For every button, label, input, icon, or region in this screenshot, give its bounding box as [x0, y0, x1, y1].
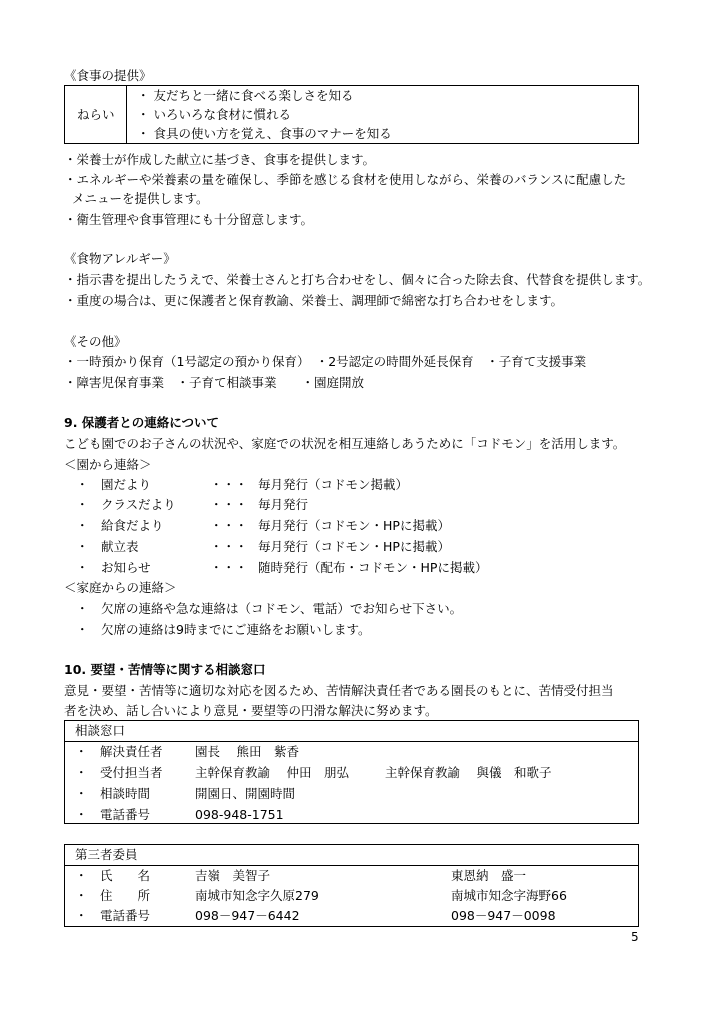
window-row-value: 主幹保育教諭 仲田 朋弘	[195, 765, 349, 780]
window-row-label: ・ 相談時間	[75, 786, 151, 801]
contact-heading: 9. 保護者との連絡について	[64, 415, 220, 430]
allergy-note: ・重度の場合は、更に保護者と保育教諭、栄養士、調理師で綿密な打ち合わせをします。	[64, 293, 564, 308]
third-party-row-value: 吉嶺 美智子	[195, 868, 271, 883]
from-school-dots: ・・・	[210, 539, 248, 554]
other-heading: 《その他》	[64, 334, 127, 349]
meal-aim-item: ・ 食具の使い方を覚え、食事のマナーを知る	[137, 126, 392, 141]
from-home-item: ・ 欠席の連絡や急な連絡は（コドモン、電話）でお知らせ下さい。	[76, 601, 463, 616]
meal-note: ・衛生管理や食事管理にも十分留意します。	[64, 212, 314, 227]
other-line: ・一時預かり保育（1号認定の預かり保育） ・2号認定の時間外延長保育 ・子育て支援事業	[64, 354, 587, 369]
meal-aims-table	[64, 85, 639, 144]
from-school-dots: ・・・	[210, 477, 248, 492]
from-school-dots: ・・・	[210, 518, 248, 533]
consultation-window-title: 相談窓口	[75, 723, 126, 738]
window-row-value-2: 主幹保育教諭 與儀 和歌子	[385, 765, 552, 780]
window-row-value: 098-948-1751	[195, 807, 284, 822]
allergy-note: ・指示書を提出したうえで、栄養士さんと打ち合わせをし、個々に合った除去食、代替食を提供します。	[64, 272, 651, 287]
third-party-row-value-2: 098－947－0098	[451, 908, 556, 923]
third-party-row-value-2: 南城市知念字海野66	[451, 888, 567, 903]
meal-heading: 《食事の提供》	[64, 68, 152, 83]
from-school-name: ・ 献立表	[76, 539, 139, 554]
from-school-desc: 毎月発行	[258, 497, 309, 512]
third-party-row-label: ・ 氏 名	[75, 868, 151, 883]
meal-aim-item: ・ いろいろな食材に慣れる	[137, 107, 291, 122]
meal-note: ・栄養士が作成した献立に基づき、食事を提供します。	[64, 152, 376, 167]
from-school-name: ・ 給食だより	[76, 518, 164, 533]
other-line: ・障害児保育事業 ・子育て相談事業 ・園庭開放	[64, 375, 365, 390]
from-school-name: ・ クラスだより	[76, 497, 176, 512]
meal-note: ・エネルギーや栄養素の量を確保し、季節を感じる食材を使用しながら、栄養のバランスに配慮した	[64, 172, 627, 187]
from-school-name: ・ 園だより	[76, 477, 152, 492]
complaints-intro: 者を決め、話し合いにより意見・要望等の円滑な解決に努めます。	[64, 703, 438, 718]
from-school-desc: 毎月発行（コドモン・HPに掲載）	[258, 518, 450, 533]
from-school-desc: 随時発行（配布・コドモン・HPに掲載）	[258, 560, 488, 575]
from-school-name: ・ お知らせ	[76, 560, 151, 575]
meal-aims-label: ねらい	[77, 107, 115, 122]
window-row-label: ・ 電話番号	[75, 807, 151, 822]
page-number: 5	[631, 930, 639, 944]
from-school-heading: ＜園から連絡＞	[64, 457, 152, 472]
meal-aim-item: ・ 友だちと一緒に食べる楽しさを知る	[137, 88, 354, 103]
third-party-row-value-2: 東恩納 盛一	[451, 868, 527, 883]
third-party-table	[64, 844, 639, 927]
complaints-heading: 10. 要望・苦情等に関する相談窓口	[64, 662, 266, 677]
allergy-heading: 《食物アレルギー》	[64, 251, 176, 266]
window-row-value: 園長 熊田 紫香	[195, 744, 299, 759]
from-school-dots: ・・・	[210, 497, 248, 512]
from-school-desc: 毎月発行（コドモン掲載）	[258, 477, 409, 492]
third-party-row-value: 南城市知念字久原279	[195, 888, 319, 903]
third-party-row-label: ・ 住 所	[75, 888, 151, 903]
third-party-row-value: 098－947－6442	[195, 908, 300, 923]
window-row-label: ・ 受付担当者	[75, 765, 163, 780]
from-school-dots: ・・・	[210, 560, 248, 575]
complaints-intro: 意見・要望・苦情等に適切な対応を図るため、苦情解決責任者である園長のもとに、苦情受付担当	[64, 683, 614, 698]
consultation-window-table	[64, 720, 639, 824]
window-row-value: 開園日、開園時間	[195, 786, 296, 801]
from-school-desc: 毎月発行（コドモン・HPに掲載）	[258, 539, 450, 554]
third-party-title: 第三者委員	[75, 847, 138, 862]
window-row-label: ・ 解決責任者	[75, 744, 163, 759]
from-home-item: ・ 欠席の連絡は9時までにご連絡をお願いします。	[76, 622, 371, 637]
contact-intro: こども園でのお子さんの状況や、家庭での状況を相互連絡しあうために「コドモン」を活用します。	[64, 436, 626, 451]
from-home-heading: ＜家庭からの連絡＞	[64, 580, 177, 595]
meal-note: メニューを提供します。	[72, 191, 209, 206]
third-party-row-label: ・ 電話番号	[75, 908, 151, 923]
